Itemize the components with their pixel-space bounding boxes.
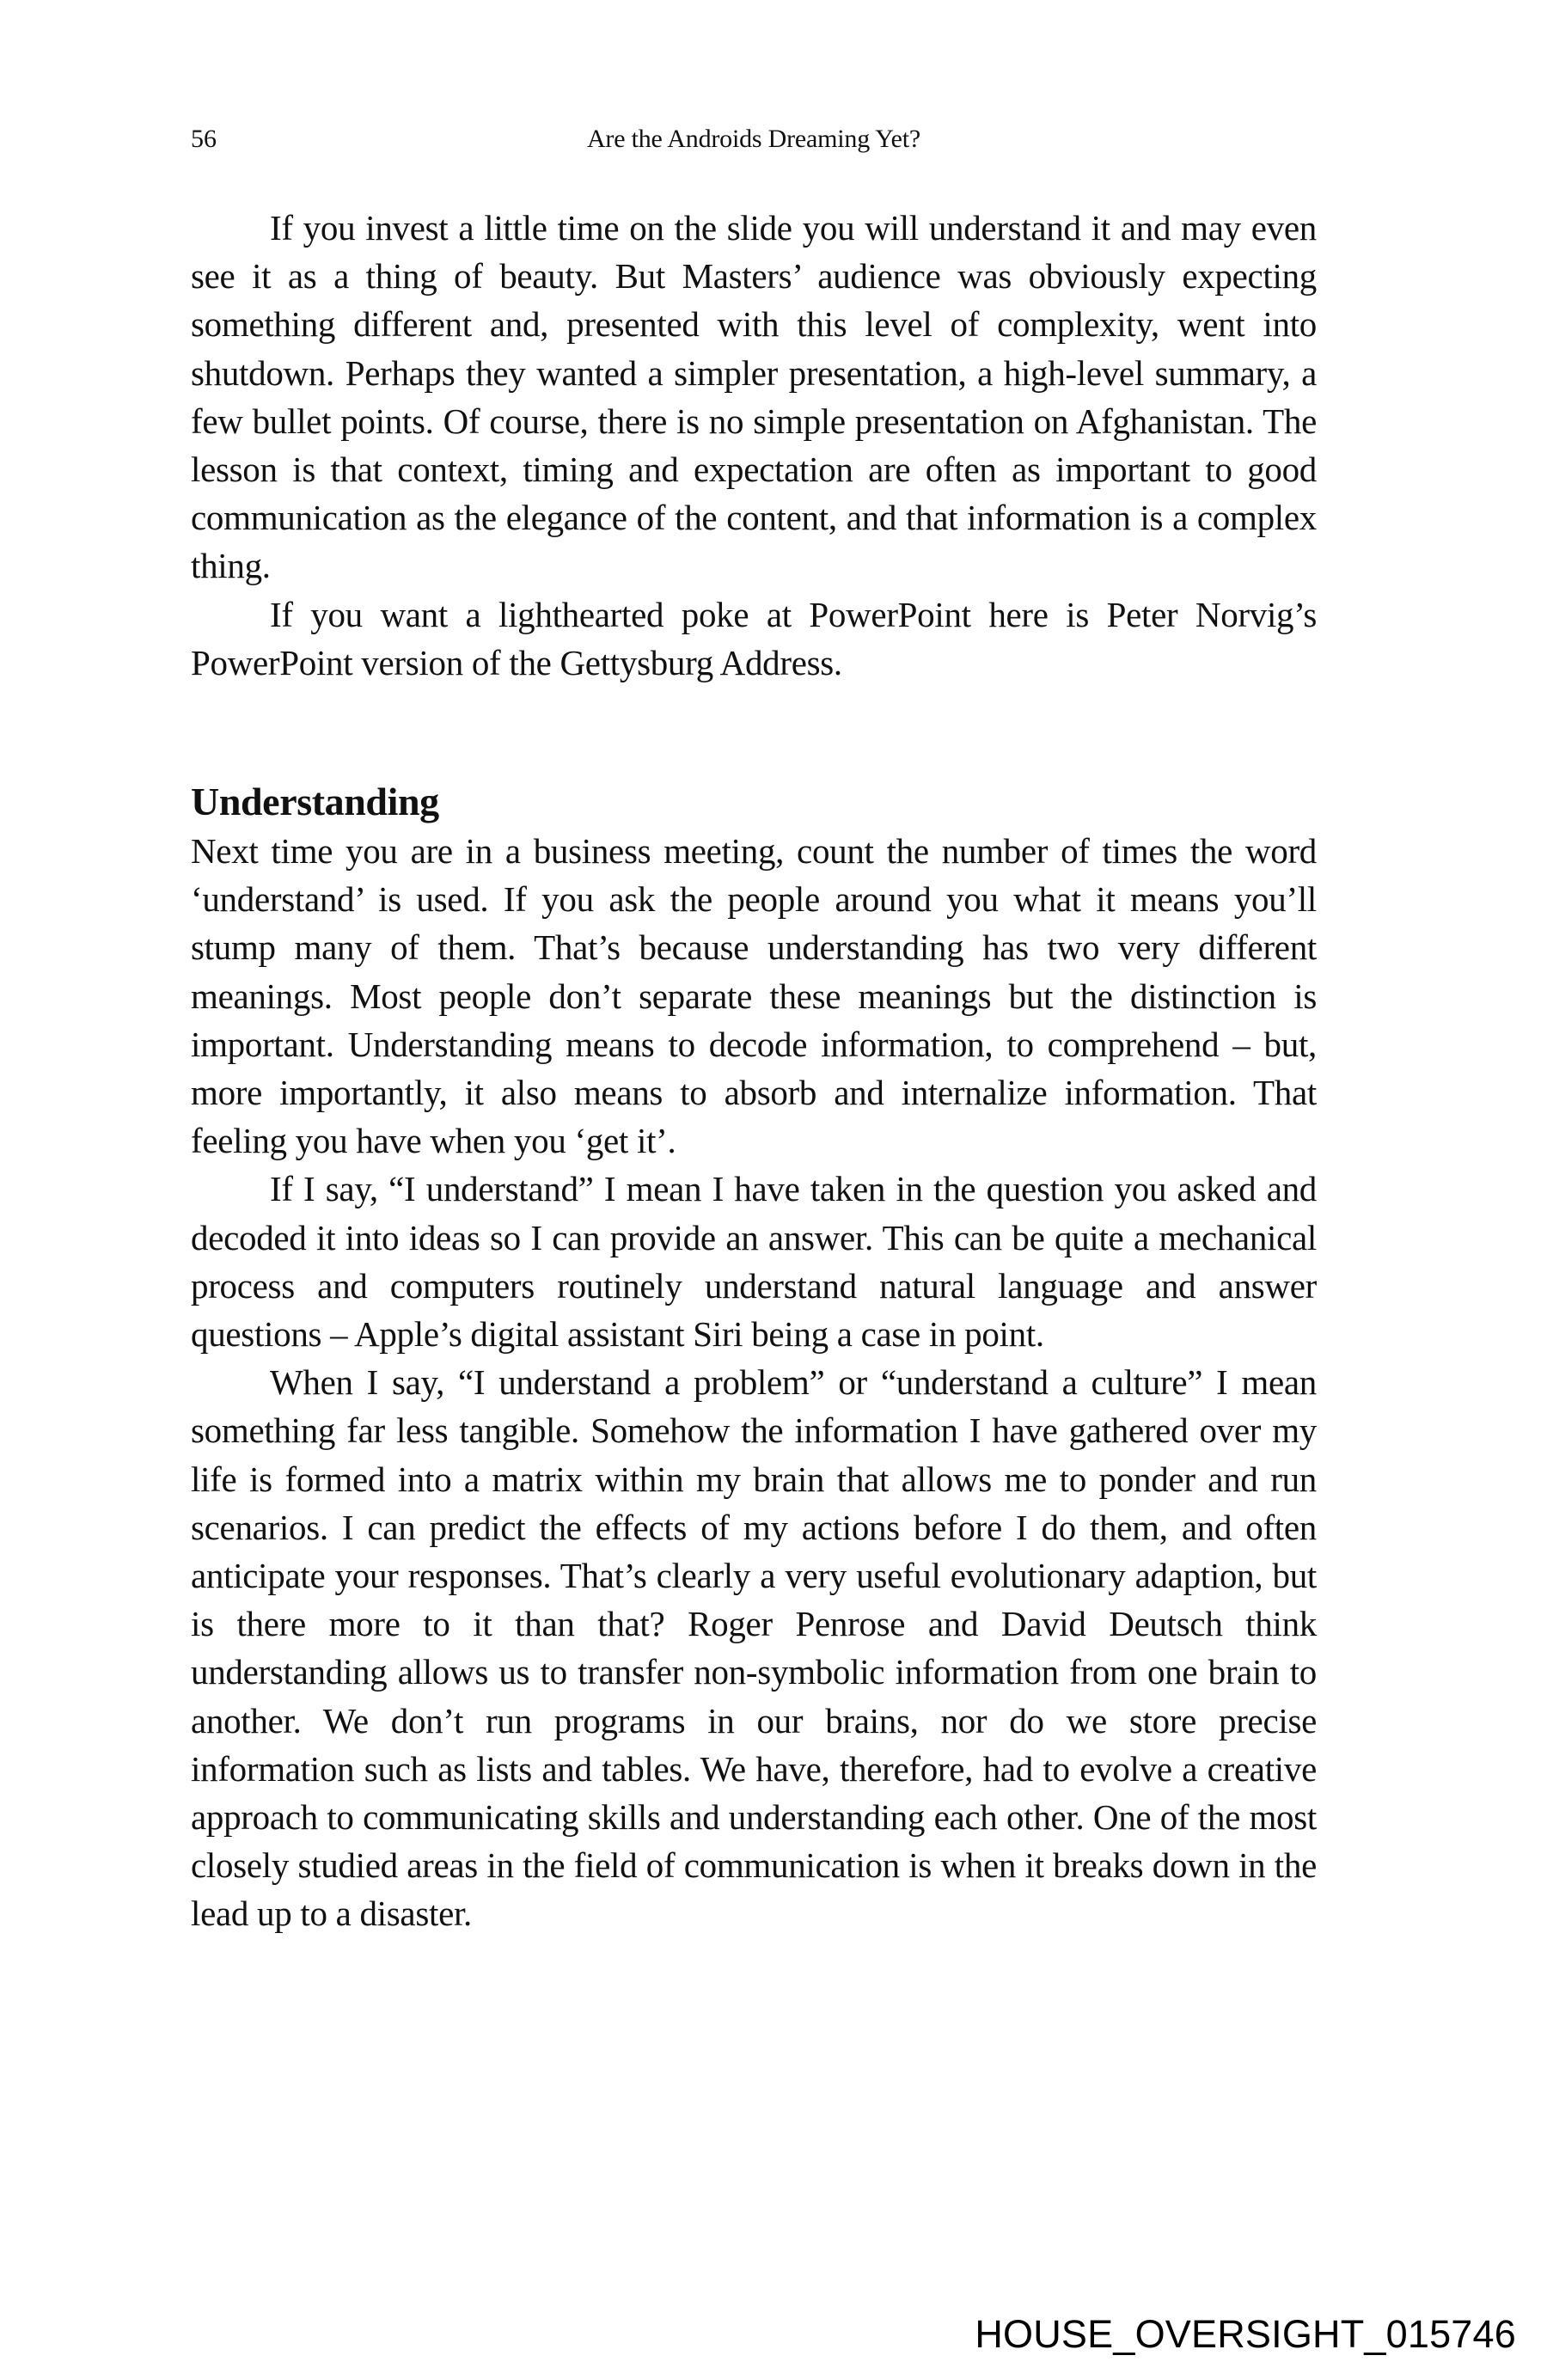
body-section-intro [191,204,1317,687]
paragraph: If you invest a little time on the slide you will understand it and may even see it as a thing of beauty. But Masters’ audience was obviously expecting something different and, presented with this level of complexity, went into shutdown. Perhaps they wanted a simpler presentation, a high-level summary, a few bullet points. Of course, there is no simple presentation on Afghanistan. The lesson is that context, timing and expectation are often as important to good communication as the elegance of the content, and that information is a complex thing. [191,208,1317,586]
section-heading: Understanding [191,780,439,823]
paragraph: If you want a lighthearted poke at PowerPoint here is Peter Norvig’s PowerPoint version of the Gettysburg Address. [191,594,1317,682]
bates-number: HOUSE_OVERSIGHT_015746 [975,2312,1516,2356]
paragraph: Next time you are in a business meeting, count the number of times the word ‘understand’ is used. If you ask the people around you what it means you’ll stump many of them. That’s because understanding has two very different meanings. Most people don’t separate these meanings but the distinction is important. Understanding means to decode information, to comprehend – but, more importantly, it also means to absorb and internalize information. That feeling you have when you ‘get it’. [191,831,1317,1161]
page-number: 56 [191,125,217,153]
book-title: Are the Androids Dreaming Yet? [586,125,921,153]
paragraph: When I say, “I understand a problem” or “understand a culture” I mean something far less tangible. Somehow the information I have gathered over my life is formed into a matrix within my brain that allows me to ponder and run scenarios. I can predict the effects of my actions before I do them, and often anticipate your responses. That’s clearly a very useful evolutionary adaption, but is there more to it than that? Roger Penrose and David Deutsch think understanding allows us to transfer non-symbolic information from one brain to another. We don’t run programs in our brains, nor do we store precise information such as lists and tables. We have, therefore, had to evolve a creative approach to communicating skills and understanding each other. One of the most closely studied areas in the field of communication is when it breaks down in the lead up to a disaster. [191,1362,1317,1934]
paragraph: If I say, “I understand” I mean I have taken in the question you asked and decoded it into ideas so I can provide an answer. This can be quite a mechanical process and computers routinely understand natural language and answer questions – Apple’s digital assistant Siri being a case in point. [191,1169,1317,1355]
body-section-understanding [191,777,1317,1938]
running-header [191,120,1317,158]
